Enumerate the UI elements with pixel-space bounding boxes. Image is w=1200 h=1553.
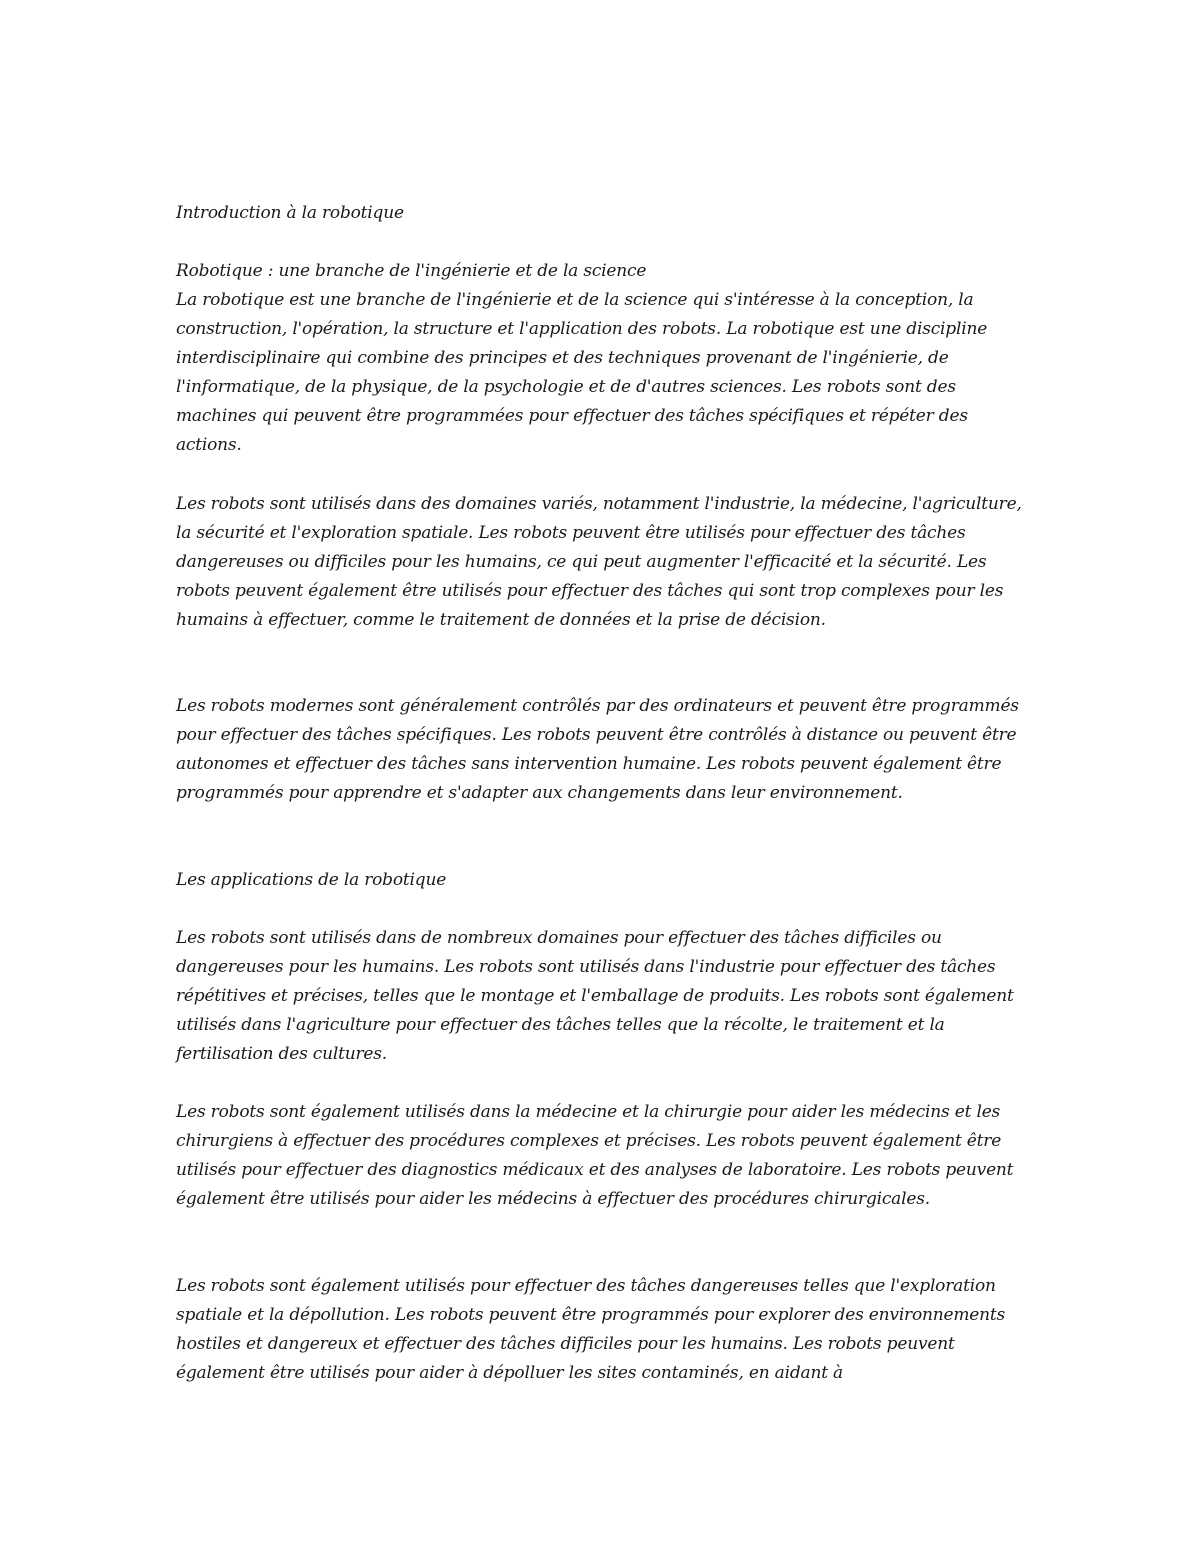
paragraph-6: Les robots sont également utilisés pour effectuer des tâches dangereuses telles que l'exploration spatiale et la dépollution. Les robots peuvent être programmés pour explorer des environnements hostiles et dangereux et effectuer des tâches difficiles pour les humains. Les robots peuvent également être utilisés pour aider à dépolluer les sites contaminés, en aidant à <box>176 1276 1006 1383</box>
section-heading-2: Les applications de la robotique <box>176 870 447 890</box>
paragraph-4: Les robots sont utilisés dans de nombreux domaines pour effectuer des tâches difficiles ou dangereuses pour les humains. Les robots sont utilisés dans l'industrie pour effectuer des tâches répétitives et précises, telles que le montage et l'emballage de produits. Les robots sont également utilisés dans l'agriculture pour effectuer des tâches telles que la récolte, le traitement et la fertilisation des cultures. <box>176 928 1014 1064</box>
paragraph-2: Les robots sont utilisés dans des domaines variés, notamment l'industrie, la médecine, l'agriculture, la sécurité et l'exploration spatiale. Les robots peuvent être utilisés pour effectuer des tâches dangereuses ou difficiles pour les humains, ce qui peut augmenter l'efficacité et la sécurité. Les robots peuvent également être utilisés pour effectuer des tâches qui sont trop complexes pour les humains à effectuer, comme le traitement de données et la prise de décision. <box>176 494 1022 630</box>
paragraph-5: Les robots sont également utilisés dans la médecine et la chirurgie pour aider les médecins et les chirurgiens à effectuer des procédures complexes et précises. Les robots peuvent également être utilisés pour effectuer des diagnostics médicaux et des analyses de laboratoire. Les robots peuvent également être utilisés pour aider les médecins à effectuer des procédures chirurgicales. <box>176 1102 1014 1209</box>
document-title: Introduction à la robotique <box>176 203 404 223</box>
paragraph-3: Les robots modernes sont généralement contrôlés par des ordinateurs et peuvent être programmés pour effectuer des tâches spécifiques. Les robots peuvent être contrôlés à distance ou peuvent être autonomes et effectuer des tâches sans intervention humaine. Les robots peuvent également être programmés pour apprendre et s'adapter aux changements dans leur environnement. <box>176 696 1019 803</box>
paragraph-1: La robotique est une branche de l'ingénierie et de la science qui s'intéresse à la conception, la construction, l'opération, la structure et l'application des robots. La robotique est une discipline interdisciplinaire qui combine des principes et des techniques provenant de l'ingénierie, de l'informatique, de la physique, de la psychologie et de d'autres sciences. Les robots sont des machines qui peuvent être programmées pour effectuer des tâches spécifiques et répéter des actions. <box>176 290 988 455</box>
section-heading-1: Robotique : une branche de l'ingénierie et de la science <box>176 261 647 281</box>
